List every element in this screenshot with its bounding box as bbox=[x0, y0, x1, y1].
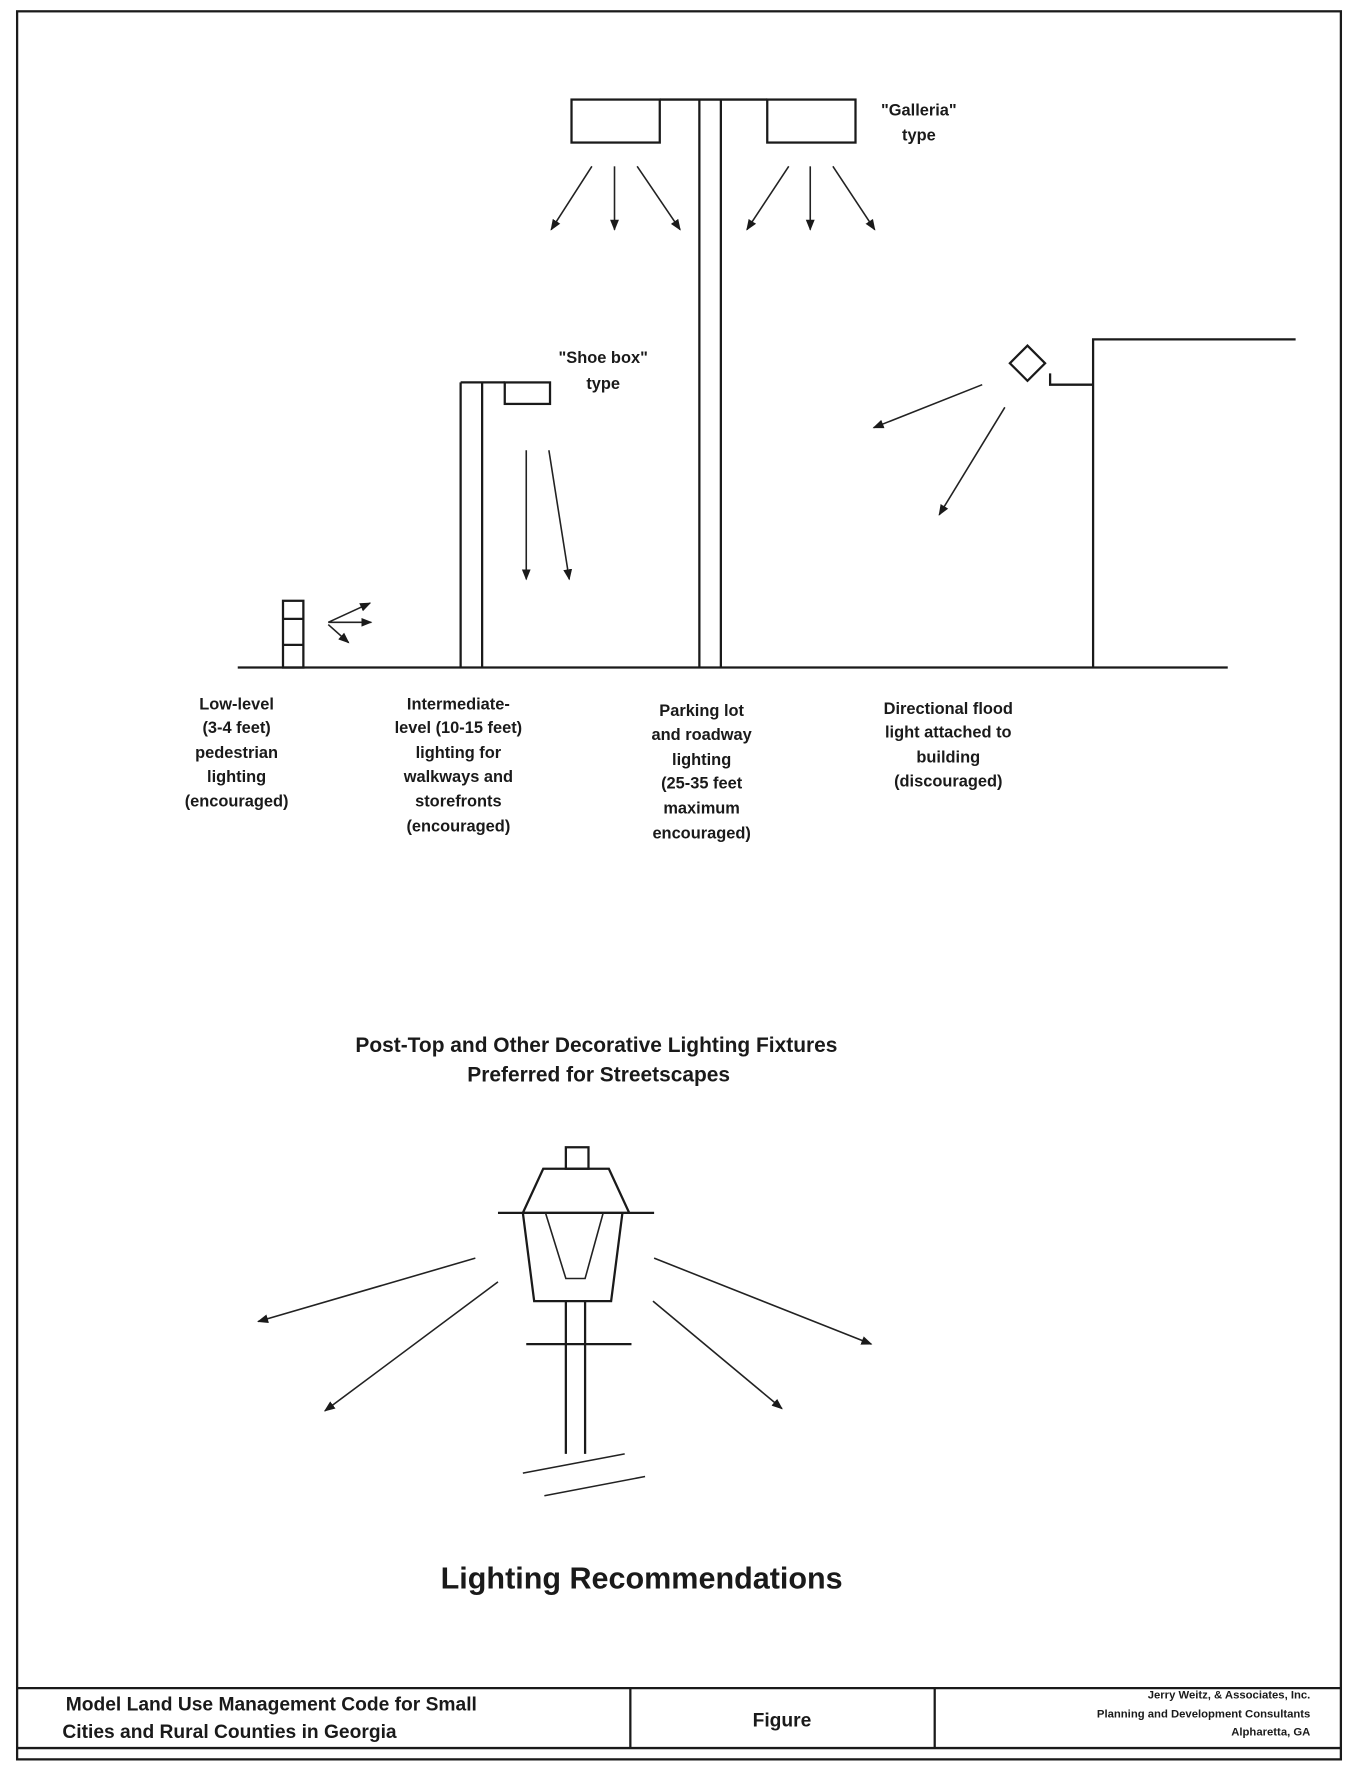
label-line: (3-4 feet) bbox=[202, 719, 271, 738]
label-line: Parking lot bbox=[659, 702, 744, 721]
footer-code-title-line2: Cities and Rural Counties in Georgia bbox=[62, 1721, 397, 1743]
label-line: walkways and bbox=[403, 767, 514, 786]
galleria-type: type bbox=[902, 126, 936, 145]
post-top-lamp bbox=[258, 1147, 871, 1495]
label-flood bbox=[884, 700, 1013, 790]
label-line: pedestrian bbox=[195, 744, 279, 763]
label-intermediate bbox=[395, 695, 523, 835]
label-line: level (10-15 feet) bbox=[394, 719, 523, 738]
label-line: Intermediate- bbox=[406, 695, 510, 714]
figure-title: Lighting Recommendations bbox=[440, 1561, 843, 1596]
shoebox-type: type bbox=[586, 375, 621, 394]
page-frame bbox=[17, 11, 1341, 1759]
shoebox-label: "Shoe box" bbox=[558, 349, 648, 368]
post-top-heading: Post-Top and Other Decorative Lighting Fixtures bbox=[355, 1034, 838, 1058]
label-line: encouraged) bbox=[652, 824, 751, 843]
label-line: (discouraged) bbox=[894, 772, 1003, 791]
label-low-level bbox=[185, 695, 289, 810]
footer-figure-label: Figure bbox=[752, 1710, 812, 1732]
footer-firm-location: Alpharetta, GA bbox=[1231, 1726, 1311, 1739]
label-line: (25-35 feet bbox=[661, 774, 743, 793]
label-line: (encouraged) bbox=[406, 817, 511, 836]
label-parking bbox=[652, 702, 753, 842]
label-line: lighting for bbox=[415, 744, 502, 763]
label-line: maximum bbox=[663, 799, 740, 818]
label-line: lighting bbox=[672, 750, 732, 769]
label-line: building bbox=[916, 748, 981, 767]
galleria-label: "Galleria" bbox=[881, 101, 957, 120]
flood-light-fixture bbox=[874, 339, 1296, 667]
label-line: light attached to bbox=[884, 723, 1012, 742]
light-arrows bbox=[551, 166, 875, 229]
post-top-subheading: Preferred for Streetscapes bbox=[467, 1063, 731, 1087]
footer-firm-name: Jerry Weitz, & Associates, Inc. bbox=[1147, 1689, 1311, 1702]
label-line: and roadway bbox=[651, 725, 752, 744]
footer-firm-description: Planning and Development Consultants bbox=[1096, 1708, 1311, 1721]
footer-code-title-line1: Model Land Use Management Code for Small bbox=[65, 1694, 477, 1716]
label-line: storefronts bbox=[415, 792, 502, 811]
label-line: Directional flood bbox=[883, 699, 1013, 718]
title-block bbox=[17, 1688, 1341, 1748]
label-line: (encouraged) bbox=[184, 792, 289, 811]
bollard-fixture bbox=[283, 601, 371, 668]
shoebox-fixture bbox=[461, 382, 570, 667]
label-line: Low-level bbox=[199, 695, 274, 714]
label-line: lighting bbox=[207, 767, 267, 786]
